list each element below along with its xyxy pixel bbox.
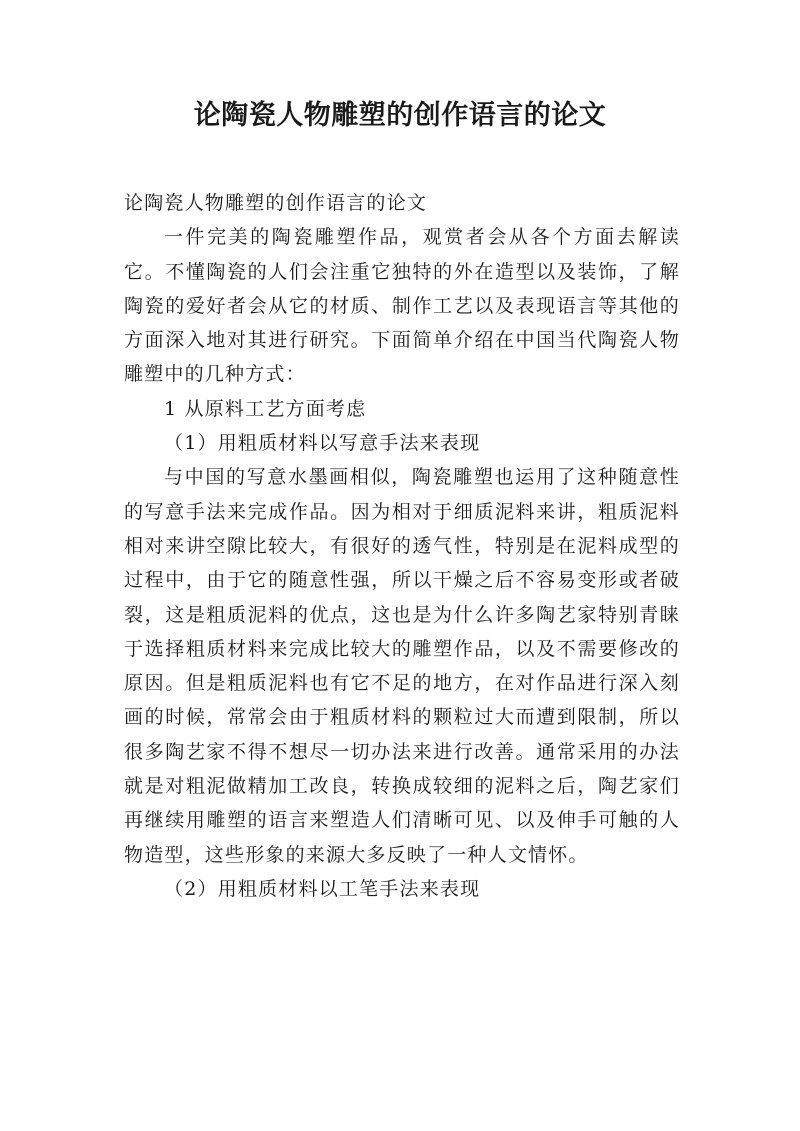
document-body	[124, 186, 680, 906]
subsection-heading-1: （1）用粗质材料以写意手法来表现	[164, 432, 481, 455]
paragraph-body-1: 与中国的写意水墨画相似，陶瓷雕塑也运用了这种随意性的写意手法来完成作品。因为相对于细质泥料来讲，粗质泥料相对来讲空隙比较大，有很好的透气性，特别是在泥料成型的过程中，由于它的随意性强，所以干燥之后不容易变形或者破裂，这是粗质泥料的优点，这也是为什么许多陶艺家特别青睐于选择粗质材料来完成比较大的雕塑作品，以及不需要修改的原因。但是粗质泥料也有它不足的地方，在对作品进行深入刻画的时候，常常会由于粗质材料的颗粒过大而遭到限制，所以很多陶艺家不得不想尽一切办法来进行改善。通常采用的办法就是对粗泥做精加工改良，转换成较细的泥料之后，陶艺家们再继续用雕塑的语言来塑造人们清晰可见、以及伸手可触的人物造型，这些形象的来源大多反映了一种人文情怀。	[124, 466, 680, 866]
paragraph-subtitle: 论陶瓷人物雕塑的创作语言的论文	[124, 192, 428, 214]
subsection-heading-2: （2）用粗质材料以工笔手法来表现	[164, 877, 481, 900]
paragraph-intro: 一件完美的陶瓷雕塑作品，观赏者会从各个方面去解读它。不懂陶瓷的人们会注重它独特的外在造型以及装饰，了解陶瓷的爱好者会从它的材质、制作工艺以及表现语言等其他的方面深入地对其进行研究。下面简单介绍在中国当代陶瓷人物雕塑中的几种方式：	[124, 226, 680, 386]
section-heading-1: 1 从原料工艺方面考虑	[164, 397, 367, 420]
document-title: 论陶瓷人物雕塑的创作语言的论文	[193, 100, 607, 131]
